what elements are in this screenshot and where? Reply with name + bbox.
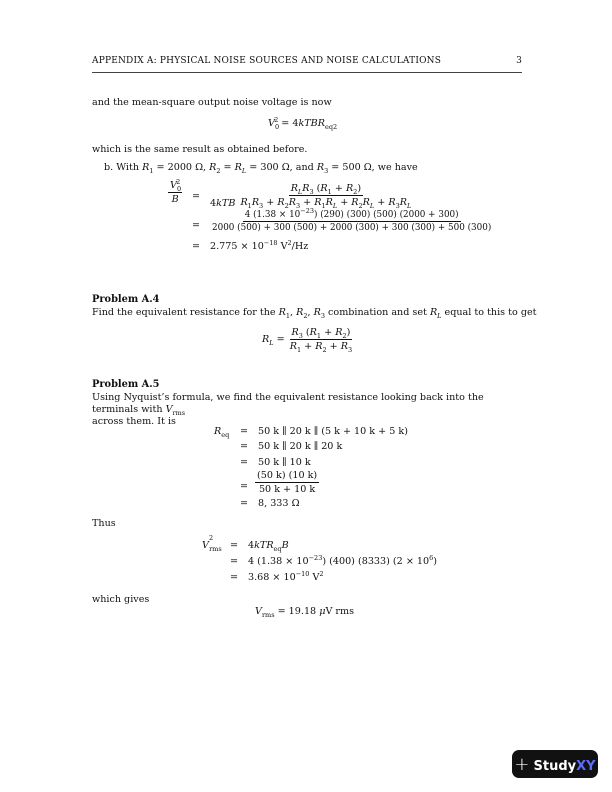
part-b-label: b. With $R_1 = 2000$ Ω, $R_2 = R_L = 300$ Ω, and $R_3 = 500$ Ω, we have (104, 162, 418, 175)
brand-logo: StudyXY (533, 758, 596, 774)
equation-v0: $V_0^2$ = 4kTBR$_{eq2}$ (268, 115, 338, 131)
thus-text: Thus (92, 518, 116, 529)
final-result: $V_{rms} = 19.18$ μV rms (255, 606, 355, 619)
intro-text: and the mean-square output noise voltage is now (92, 97, 332, 108)
studyxy-badge[interactable] (512, 750, 598, 778)
vrms-lhs: $V^2_{rms}$ (202, 533, 222, 553)
req-lhs: $R_{eq}$ (214, 426, 230, 439)
plus-icon: + (514, 753, 530, 775)
vrms-eq-3: = (230, 572, 239, 583)
vrms-line-3: $3.68 \times 10^{-10}$ $V^2$ (248, 569, 324, 583)
req-line-3: 50 k ∥ 10 k (258, 457, 311, 468)
eq-b-line2: $\frac{4 (1.38 \times 10^{-23}) (290) (300) (500) (2000 + 300)}{2000 (500) + 300 (500) + 2000 (300) + 300 (300) + 500 (300)}$ (212, 207, 492, 233)
req-fraction (255, 470, 319, 495)
eq-b-line1: 4kTB $\frac{R_LR_3 (R_1 + R_2)}{R_1R_3 + R_2R_3 + R_1R_L + R_2R_L + R_3R_L}$ (210, 183, 412, 210)
problem-a5-text: Using Nyquist’s formula, we find the equivalent resistance looking back into the terminals with $V_{rms}$ across them. It is (92, 392, 484, 427)
req-frac-den: 50 k + 10 k (258, 484, 316, 495)
header-rule (92, 72, 522, 73)
problem-a4-equation: $R_L$ = $\frac{R_3 (R_1 + R_2)}{R_1 + R_2 + R_3}$ (262, 327, 353, 354)
req-line-1: 50 k ∥ 20 k ∥ (5 k + 10 k + 5 k) (258, 426, 408, 437)
req-frac-num: (50 k) (10 k) (257, 470, 318, 481)
vrms-eq-1: = (230, 540, 239, 551)
which-gives-text: which gives (92, 594, 150, 605)
page-number: 3 (516, 56, 522, 66)
req-result: 8, 333 Ω (258, 498, 300, 509)
problem-a4-text: Find the equivalent resistance for the $R_1$, $R_2$, $R_3$ combination and set $R_L$ equal to this to get (92, 307, 537, 320)
eq-b-lhs: $\frac{V_0^2}{B}$ (170, 177, 182, 205)
req-eq-2: = (240, 441, 249, 452)
same-result-text: which is the same result as obtained before. (92, 144, 308, 155)
req-eq-5: = (240, 498, 249, 509)
problem-a5-title: Problem A.5 (92, 379, 160, 390)
header-title: APPENDIX A: PHYSICAL NOISE SOURCES AND NOISE CALCULATIONS (92, 56, 442, 66)
problem-a4-title: Problem A.4 (92, 294, 160, 305)
req-eq-3: = (240, 457, 249, 468)
eq-b-line3: $2.775 \times 10^{-18}$ $V^2/Hz$ (210, 238, 309, 252)
req-line-2: 50 k ∥ 20 k ∥ 20 k (258, 441, 343, 452)
eq-b-eq3: = (192, 241, 201, 252)
eq-b-eq1: = (192, 191, 201, 202)
eq-b-eq2: = (192, 220, 201, 231)
vrms-line-1: 4kTR$_{eq}$B (248, 540, 289, 553)
req-eq-4: = (240, 481, 249, 492)
vrms-line-2: 4 $(1.38 \times 10^{-23})$ (400) (8333) $(2 \times 10^6)$ (248, 553, 438, 567)
page-header (92, 56, 522, 66)
req-eq-1: = (240, 426, 249, 437)
vrms-eq-2: = (230, 556, 239, 567)
